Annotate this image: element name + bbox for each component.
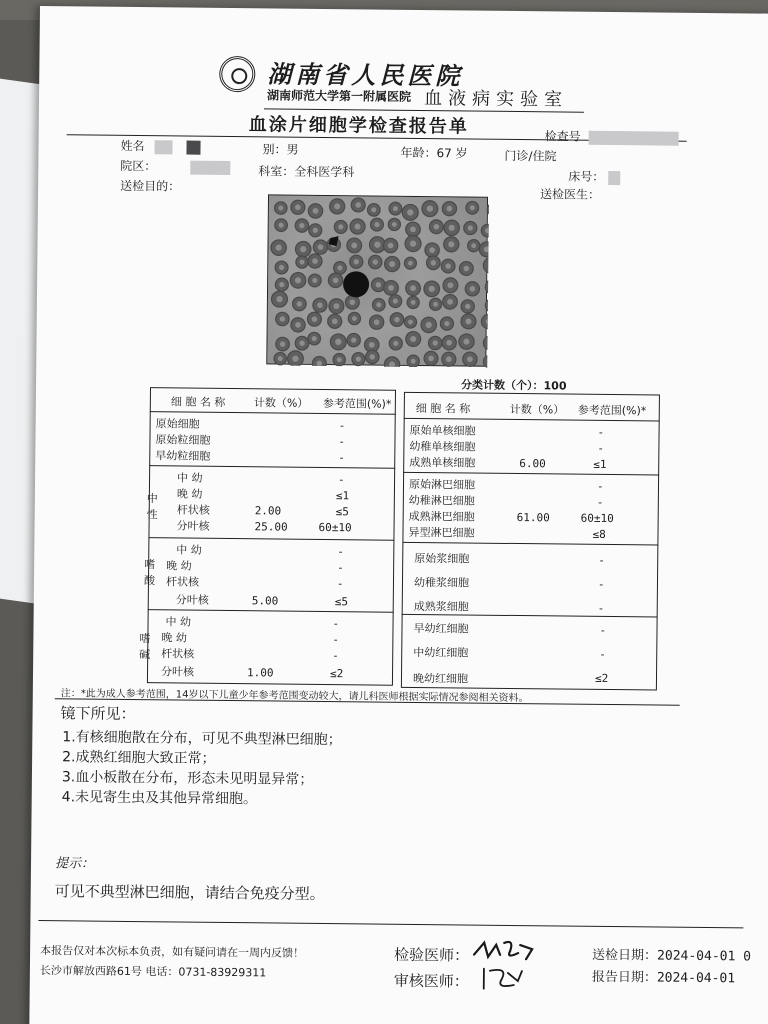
ref-value: -	[597, 601, 605, 615]
cell-name: 中 幼	[165, 615, 192, 629]
reviewer-label: 审核医师：	[393, 971, 469, 991]
cell-name: 成熟浆细胞	[413, 599, 469, 614]
cell-name: 杆状核	[165, 575, 200, 589]
cell-name: 中 幼	[176, 471, 203, 485]
col-header-count: 计数（%）	[509, 402, 565, 417]
ref-value: ≤1	[335, 489, 350, 503]
ref-value: ≤2	[329, 667, 344, 681]
cell-name: 原始粒细胞	[155, 433, 211, 447]
ref-value: ≤5	[334, 595, 349, 609]
cell-name: 分叶核	[176, 519, 210, 533]
redacted-name	[154, 140, 172, 154]
ref-value: ≤2	[594, 671, 609, 685]
col-header-count: 计数（%）	[253, 396, 309, 410]
redacted-name	[186, 140, 200, 154]
cell-name: 幼稚浆细胞	[413, 575, 470, 590]
purpose-field: 送检目的：	[120, 178, 181, 194]
tester-label: 检验医师：	[393, 945, 470, 965]
cell-name: 晚 幼	[161, 631, 187, 645]
group-label-neutrophil: 中性	[146, 492, 158, 522]
count-value: 25.00	[254, 520, 288, 534]
cell-name: 晚 幼	[176, 487, 203, 501]
ref-value: -	[599, 647, 606, 661]
exam-number-field	[545, 127, 679, 145]
cell-name: 早幼红细胞	[413, 621, 469, 636]
col-header-cell-name: 细 胞 名 称	[170, 395, 226, 409]
cell-name: 分叶核	[175, 593, 209, 607]
cell-name: 幼稚淋巴细胞	[408, 493, 475, 508]
bed-label: 床号：	[568, 169, 605, 184]
hospital-logo	[219, 56, 255, 92]
red-blood-cell	[483, 355, 489, 367]
name-field	[120, 137, 200, 155]
tester-signature	[470, 937, 540, 964]
redacted-bed	[608, 170, 620, 184]
cell-name: 杆状核	[161, 647, 195, 661]
red-blood-cell	[487, 203, 489, 216]
report-paper	[29, 6, 768, 1024]
count-value: 61.00	[516, 511, 550, 525]
hospital-subtitle: 湖南师范大学第一附属医院	[267, 88, 412, 104]
cell-name: 成熟单核细胞	[409, 455, 476, 470]
reviewer-signature	[478, 963, 528, 994]
ref-value: -	[338, 419, 346, 433]
ward-field	[120, 157, 230, 175]
submit-date: 送检日期：2024-04-01 0	[592, 947, 752, 965]
ref-value: -	[337, 561, 344, 575]
finding-item: 4.未见寄生虫及其他异常细胞。	[61, 789, 258, 808]
bed-field	[568, 168, 620, 186]
ref-value: 60±10	[580, 511, 614, 526]
redacted-exam-number	[588, 130, 678, 145]
group-label-eosinophil: 嗜酸	[143, 558, 156, 588]
clinic-field: 门诊/住院	[504, 148, 557, 164]
finding-item: 3.血小板散在分布，形态未见明显异常；	[61, 769, 314, 788]
ref-value: -	[332, 633, 340, 647]
ref-value: -	[597, 577, 605, 591]
cell-name: 幼稚单核细胞	[409, 439, 476, 454]
count-value: 2.00	[254, 504, 282, 518]
divider	[38, 920, 743, 928]
cell-pallor	[488, 340, 489, 346]
count-value: 5.00	[251, 594, 279, 608]
ref-value: -	[336, 577, 344, 591]
cell-name: 分叶核	[160, 665, 195, 679]
cell-name: 杆状核	[176, 503, 210, 517]
cell-name: 原始淋巴细胞	[408, 477, 476, 492]
col-header-reference: 参考范围(%)*	[322, 396, 392, 411]
disclaimer: 本报告仅对本次标本负责，如有疑问请在一周内反馈！	[40, 944, 305, 960]
col-header-reference: 参考范围(%)*	[577, 403, 647, 418]
ref-value: ≤8	[592, 527, 606, 541]
ref-value: -	[337, 545, 344, 559]
tip-text: 可见不典型淋巴细胞，请结合免疫分型。	[54, 882, 325, 904]
lymphocyte	[343, 271, 369, 297]
microscopy-title: 镜下所见：	[60, 704, 136, 724]
lab-name: 血液病实验室	[423, 88, 569, 111]
count-value: 6.00	[519, 457, 546, 471]
ref-value: ≤1	[593, 457, 607, 471]
tip-label: 提示：	[54, 856, 95, 872]
ref-value: -	[597, 425, 605, 439]
finding-item: 2.成熟红细胞大致正常；	[62, 749, 216, 767]
red-blood-cell	[483, 336, 489, 350]
hospital-name: 湖南省人民医院	[267, 59, 464, 91]
ref-value: -	[599, 623, 607, 637]
cell-name: 原始细胞	[155, 417, 200, 431]
cell-name: 早幼粒细胞	[155, 449, 211, 463]
ward-label: 院区：	[120, 158, 157, 174]
exam-number-label: 检查号	[544, 129, 581, 144]
cell-name: 中 幼	[176, 543, 202, 557]
name-label: 姓名	[120, 138, 145, 154]
cell-name: 原始浆细胞	[414, 551, 470, 566]
report-title: 血涂片细胞学检查报告单	[248, 114, 469, 138]
ref-value: -	[598, 553, 605, 567]
cell-pallor	[487, 359, 489, 364]
red-blood-cell	[485, 279, 489, 294]
ref-value: -	[597, 441, 605, 455]
blood-smear-image	[266, 194, 488, 366]
ref-value: -	[596, 479, 604, 493]
cell-name: 晚 幼	[166, 559, 192, 573]
ref-value: -	[337, 473, 345, 487]
dept-field: 科室：全科医学科	[258, 164, 355, 180]
red-blood-cell	[481, 314, 489, 329]
cell-name: 原始单核细胞	[409, 423, 476, 438]
cell-name: 晚幼红细胞	[412, 671, 469, 686]
finding-item: 1.有核细胞散在分布，可见不典型淋巴细胞；	[62, 729, 342, 749]
count-value: 1.00	[246, 666, 274, 680]
redacted-ward	[190, 160, 230, 174]
ref-value: 60±10	[318, 520, 352, 535]
cell-name: 成熟淋巴细胞	[408, 509, 475, 524]
reference-note: 注：*此为成人参考范围，14岁以下儿童少年参考范围变动较大，请儿科医师根据实际情况参阅相关资料。	[60, 688, 529, 705]
red-blood-cell	[485, 299, 489, 313]
ref-value: -	[338, 451, 345, 465]
gender-field: 别：男	[262, 142, 299, 157]
age-field: 年龄：67 岁	[400, 145, 468, 161]
report-date: 报告日期：2024-04-01	[591, 969, 736, 987]
ref-value: ≤5	[335, 505, 350, 519]
ref-value: -	[332, 617, 340, 631]
ref-value: -	[596, 495, 604, 509]
doctor-field: 送检医生：	[539, 187, 601, 202]
group-label-basophil: 嗜碱	[139, 632, 151, 662]
ref-value: -	[338, 435, 346, 449]
cell-name: 中幼红细胞	[413, 645, 469, 660]
address: 长沙市解放西路61号 电话：0731-83929311	[39, 964, 267, 980]
cell-name: 异型淋巴细胞	[408, 525, 475, 540]
ref-value: -	[332, 649, 339, 663]
classification-count: 分类计数（个）：100	[460, 378, 567, 393]
col-header-cell-name: 细 胞 名 称	[415, 401, 471, 416]
